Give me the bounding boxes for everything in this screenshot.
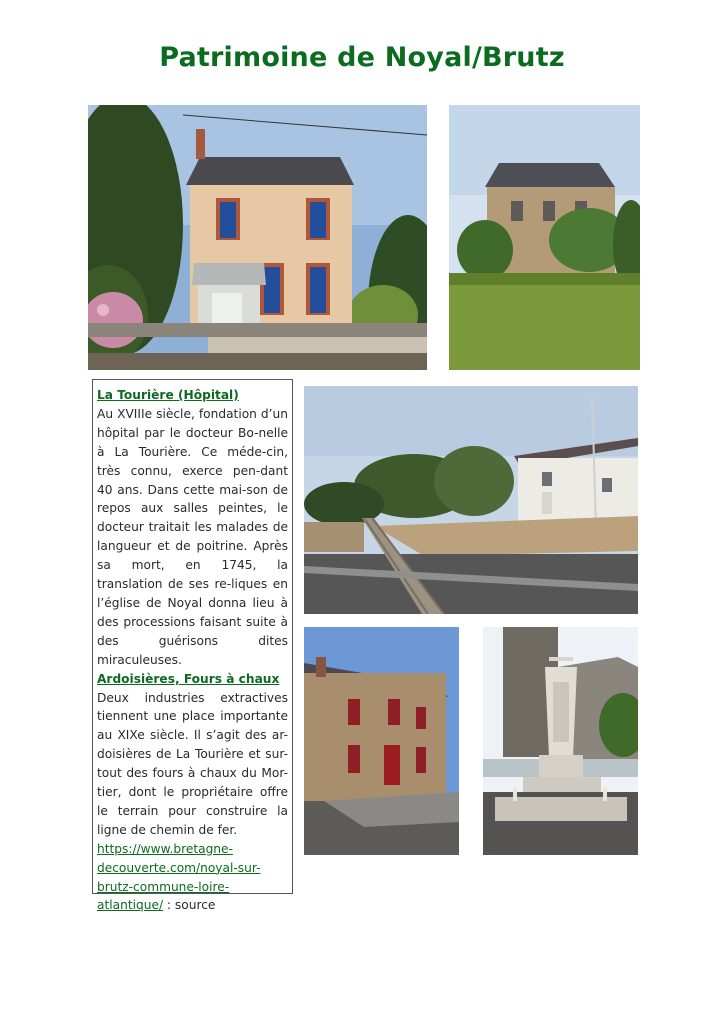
- source-line: [97, 842, 260, 913]
- page-title: Patrimoine de Noyal/Brutz: [159, 42, 565, 73]
- paragraph-ardoisieres: Deux industries extractives tiennent une place importante au XIXe siècle. Il s’agit des ar-doisières de La Tourière et sur-tout des fours à chaux du Mor-tier, dont le propriétaire offre le terrain pour construire la ligne de chemin de fer.: [97, 690, 288, 837]
- heading-la-touriere: La Tourière (Hôpital): [97, 388, 239, 402]
- photo-war-memorial: [483, 627, 638, 855]
- photo-railway: [304, 386, 638, 614]
- photo-house-tourière: [88, 105, 427, 370]
- source-label: : source: [163, 898, 216, 913]
- source-link[interactable]: https://www.bretagne-decouverte.com/noyal-sur-brutz-commune-loire-atlantique/: [97, 841, 261, 913]
- photo-town-hall: [304, 627, 459, 855]
- paragraph-la-touriere: Au XVIIIe siècle, fondation d’un hôpital par le docteur Bo-nelle à La Tourière. Ce méde-cin, très connu, exerce pen-dant 40 ans. Dans cette mai-son de repos aux salles peintes, le docteur traitait les malades de langueur et de poitrine. Après sa mort, en 1745, la translation de ses re-liques en l’église de Noyal donna lieu à des processions faisant suite à des guérisons dites miraculeuses.: [97, 406, 288, 667]
- text-box: [92, 379, 293, 913]
- heading-ardoisieres: Ardoisières, Fours à chaux: [97, 671, 280, 686]
- photo-stone-manor: [449, 105, 640, 370]
